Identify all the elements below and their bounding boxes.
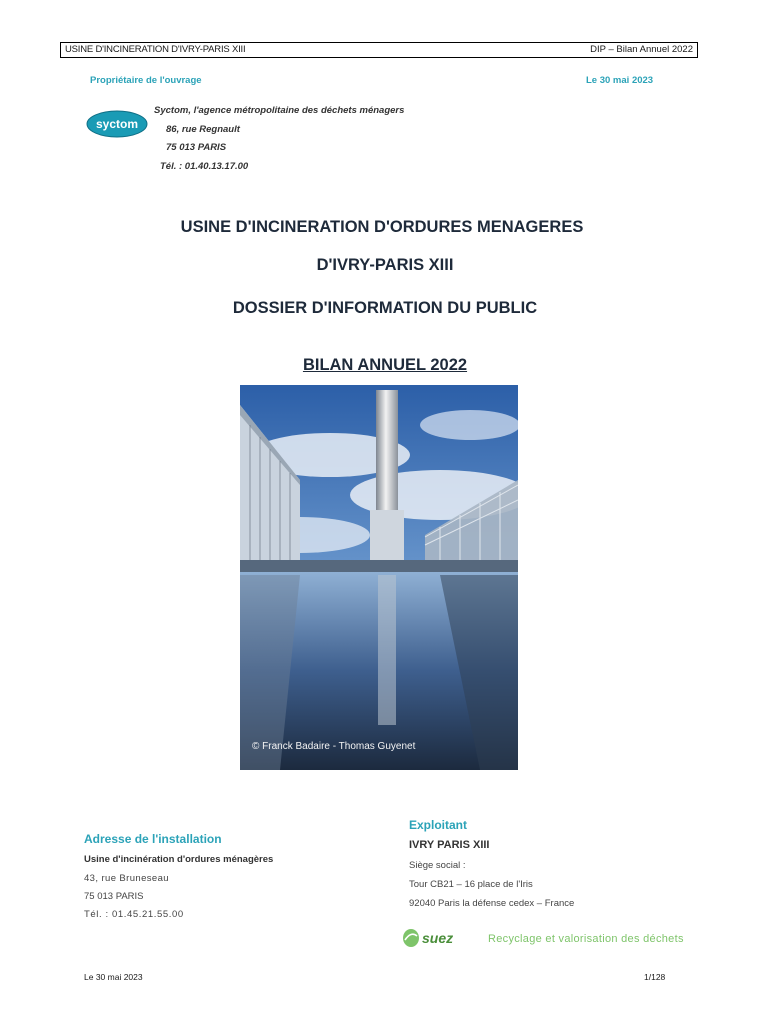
main-title-line1: USINE D'INCINERATION D'ORDURES MENAGERES [180,218,584,236]
installation-street: 43, rue Bruneseau [84,873,169,884]
header-document-title: USINE D'INCINERATION D'IVRY-PARIS XIII [65,44,246,55]
exploitant-name: IVRY PARIS XIII [409,839,490,851]
suez-logo [402,927,464,949]
installation-phone: Tél. : 01.45.21.55.00 [84,909,184,920]
subtitle-dossier: DOSSIER D'INFORMATION DU PUBLIC [232,299,538,317]
syctom-logo-text: syctom [95,117,139,131]
photo-credit: © Franck Badaire - Thomas Guyenet [252,741,416,752]
exploitant-street: Tour CB21 – 16 place de l'Iris [409,879,533,890]
owner-street: 86, rue Regnault [166,124,240,135]
installation-heading: Adresse de l'installation [84,832,222,846]
owner-phone: Tél. : 01.40.13.17.00 [160,161,249,172]
owner-name: Syctom, l'agence métropolitaine des déchets ménagers [154,105,405,116]
subtitle-bilan-text: BILAN ANNUEL 2022 [302,356,468,374]
footer-page-number: 1/128 [644,972,666,982]
suez-tagline: Recyclage et valorisation des déchets [488,933,684,945]
suez-logo-text: suez [422,930,454,946]
header-report-name: DIP – Bilan Annuel 2022 [590,44,693,55]
exploitant-city: 92040 Paris la défense cedex – France [409,898,575,909]
syctom-logo [86,109,148,139]
document-date: Le 30 mai 2023 [586,75,654,86]
installation-name: Usine d'incinération d'ordures ménagères [84,854,274,865]
owner-label: Propriétaire de l'ouvrage [90,75,202,86]
exploitant-siege-label: Siège social : [409,860,466,871]
installation-city: 75 013 PARIS [84,891,144,902]
cover-photo [240,385,518,770]
subtitle-bilan [0,356,770,375]
exploitant-heading: Exploitant [409,818,468,832]
main-title-line2: D'IVRY-PARIS XIII [316,256,454,274]
page-header-box [60,42,698,58]
owner-city: 75 013 PARIS [166,142,227,153]
footer-date: Le 30 mai 2023 [84,972,143,982]
